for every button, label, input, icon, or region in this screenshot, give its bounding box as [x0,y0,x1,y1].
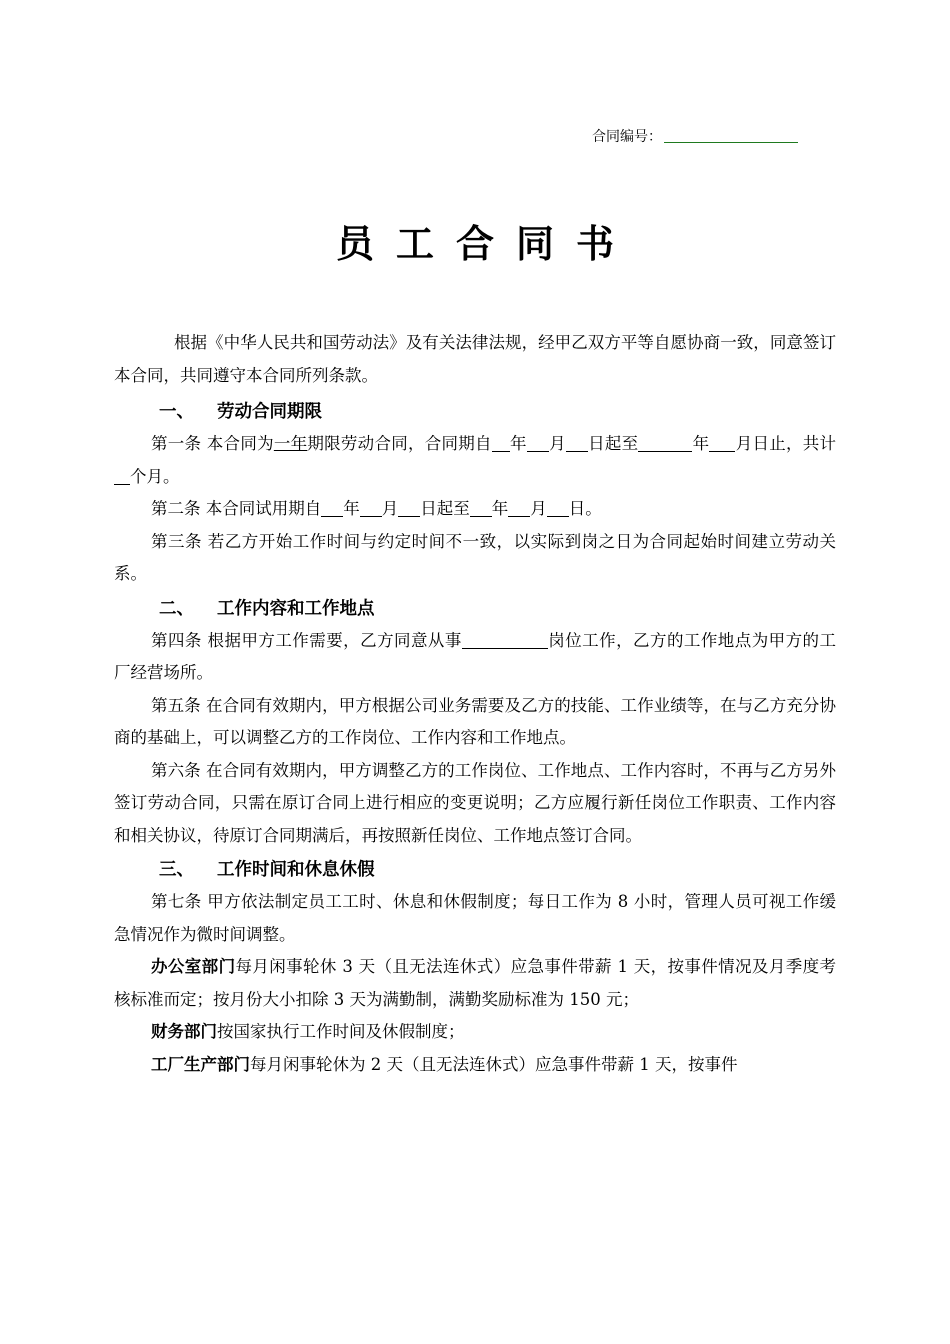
department-label: 办公室部门 [151,957,236,976]
section-heading-2 [114,593,836,625]
blank [398,498,420,517]
blank [492,433,510,452]
department-label: 财务部门 [151,1022,217,1041]
section-number: 二、 [159,598,194,619]
article-2: 第二条 本合同试用期自 年 月 日起至 年 月 日。 [151,499,602,518]
blank [566,433,588,452]
article-7: 第七条 甲方依法制定员工工时、休息和休假制度；每日工作为 8 小时，管理人员可视工作缓急情况作为微时间调整。 [114,892,836,944]
office-department-clause: 办公室部门每月闲事轮休 3 天（且无法连休式）应急事件带薪 1 天，按事件情况及月季度考核标准而定；按月份大小扣除 3 天为满勤制，满勤奖励标准为 150 元； [114,957,836,1009]
blank [709,433,735,452]
article-4: 第四条 根据甲方工作需要，乙方同意从事 岗位工作，乙方的工作地点为甲方的工厂经营场所。 [114,630,837,682]
blank [527,433,549,452]
blank [321,498,343,517]
section-number: 一、 [159,402,194,422]
article-5: 第五条 在合同有效期内，甲方根据公司业务需要及乙方的技能、工作业绩等，在与乙方充分协商的基础上，可以调整乙方的工作岗位、工作内容和工作地点。 [114,695,836,747]
section-title: 工作时间和休息休假 [217,860,375,880]
contract-number-blank [664,128,798,143]
section-number: 三、 [159,860,194,880]
article-3: 第三条 若乙方开始工作时间与约定时间不一致，以实际到岗之日为合同起始时间建立劳动关系。 [114,531,836,583]
blank [470,498,492,517]
intro-paragraph: 根据《中华人民共和国劳动法》及有关法律法规，经甲乙双方平等自愿协商一致，同意签订本合同，共同遵守本合同所列条款。 [114,333,836,385]
blank [508,498,530,517]
blank [360,498,382,517]
article-1: 第一条 本合同为一年期限劳动合同，合同期自 年 月 日起至 年 月日止，共计个月。 [114,428,836,493]
contract-number-label: 合同编号： [592,129,662,145]
section-title: 工作内容和工作地点 [217,598,375,619]
finance-department-clause: 财务部门按国家执行工作时间及休假制度； [151,1022,465,1041]
document-body [114,327,836,1081]
contract-term: 一年 [273,434,308,453]
blank [638,433,692,452]
department-label: 工厂生产部门 [151,1054,250,1074]
section-heading-1 [114,396,836,428]
blank [114,466,130,485]
section-title: 劳动合同期限 [217,402,322,422]
factory-department-clause: 工厂生产部门每月闲事轮休为 2 天（且无法连休式）应急事件带薪 1 天，按事件 [151,1054,738,1074]
blank [462,630,548,649]
document-title: 员工合同书 [335,222,636,266]
article-6: 第六条 在合同有效期内，甲方调整乙方的工作岗位、工作地点、工作内容时，不再与乙方另外签订劳动合同，只需在原订合同上进行相应的变更说明；乙方应履行新任岗位工作职责、工作内容和相关协议，待原订合同期满后，再按照新任岗位、工作地点签订合同。 [114,760,836,845]
contract-number-field [592,127,798,147]
section-heading-3 [114,854,836,886]
blank [547,498,569,517]
